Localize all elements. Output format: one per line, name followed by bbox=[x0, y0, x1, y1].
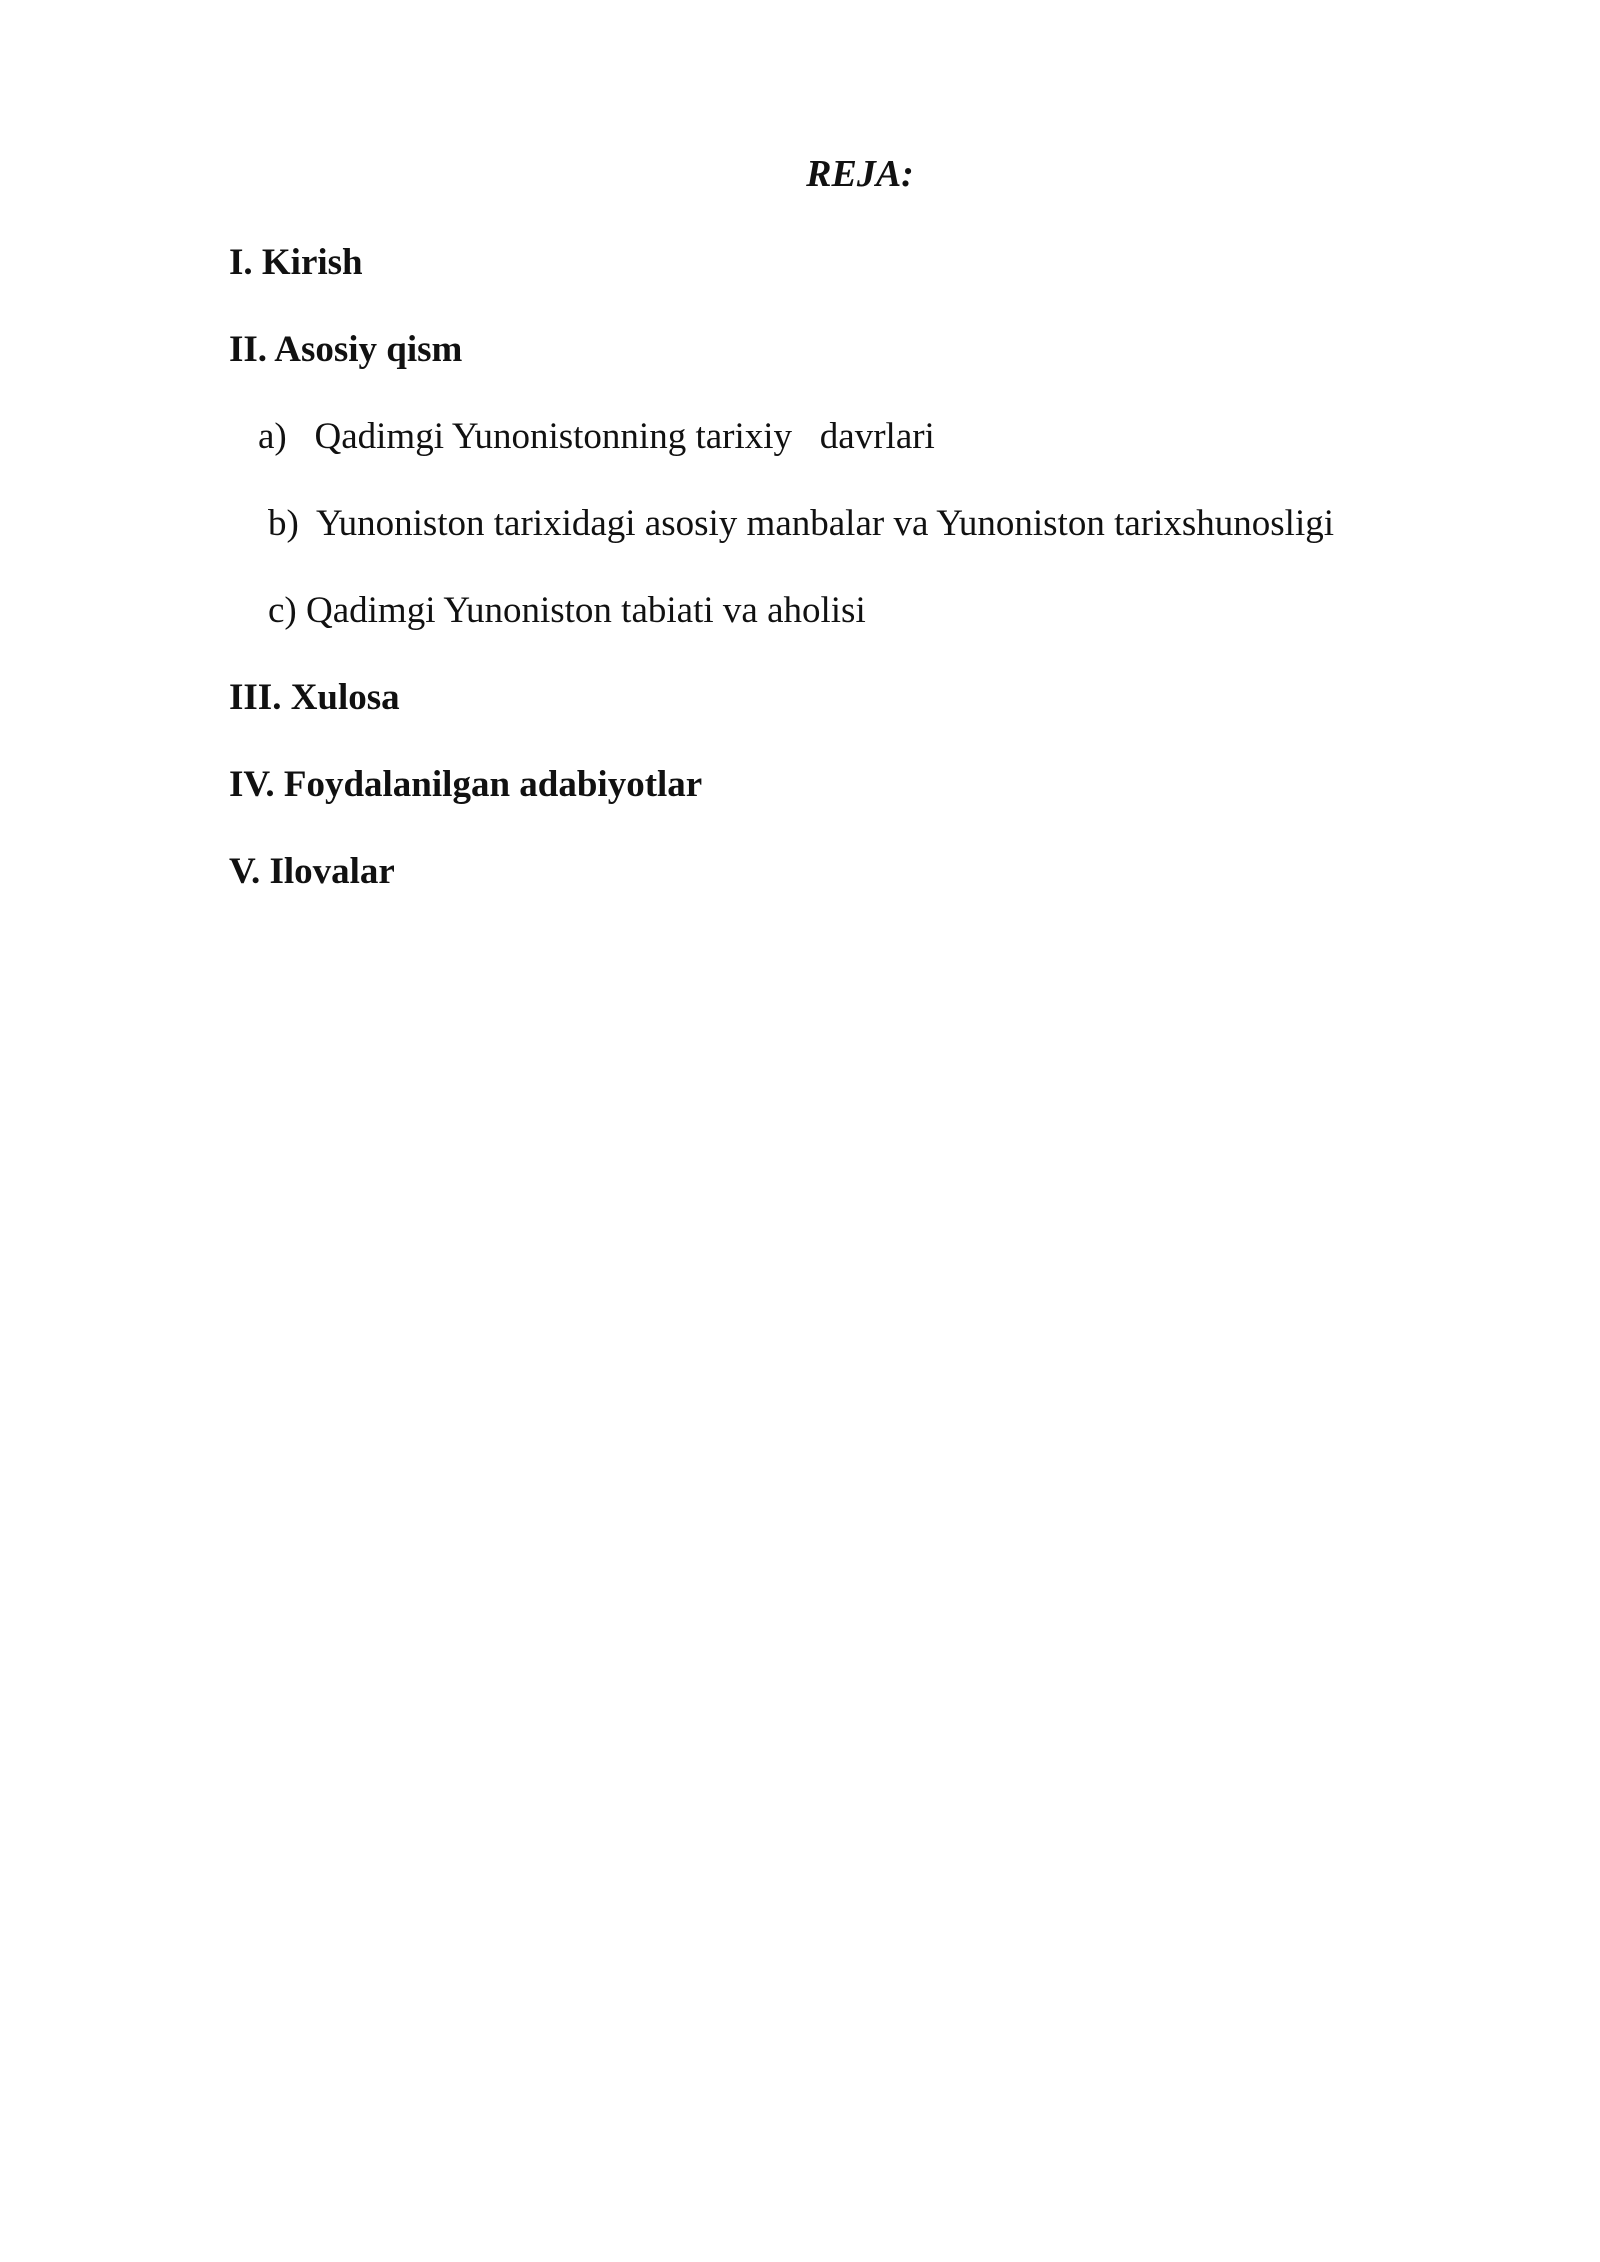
plan-item-appendices: V. Ilovalar bbox=[229, 851, 395, 892]
plan-title: REJA: bbox=[806, 153, 914, 195]
plan-item-main-part: II. Asosiy qism bbox=[229, 329, 463, 370]
plan-subitem-c: c) Qadimgi Yunoniston tabiati va aholisi bbox=[268, 590, 866, 631]
plan-subitem-b: b) Yunoniston tarixidagi asosiy manbalar va Yunoniston tarixshunosligi bbox=[268, 503, 1335, 544]
plan-subitem-a: a) Qadimgi Yunonistonning tarixiy davrlari bbox=[258, 416, 935, 457]
plan-item-conclusion: III. Xulosa bbox=[229, 677, 400, 718]
plan-item-introduction: I. Kirish bbox=[229, 242, 363, 283]
plan-item-references: IV. Foydalanilgan adabiyotlar bbox=[229, 764, 703, 805]
